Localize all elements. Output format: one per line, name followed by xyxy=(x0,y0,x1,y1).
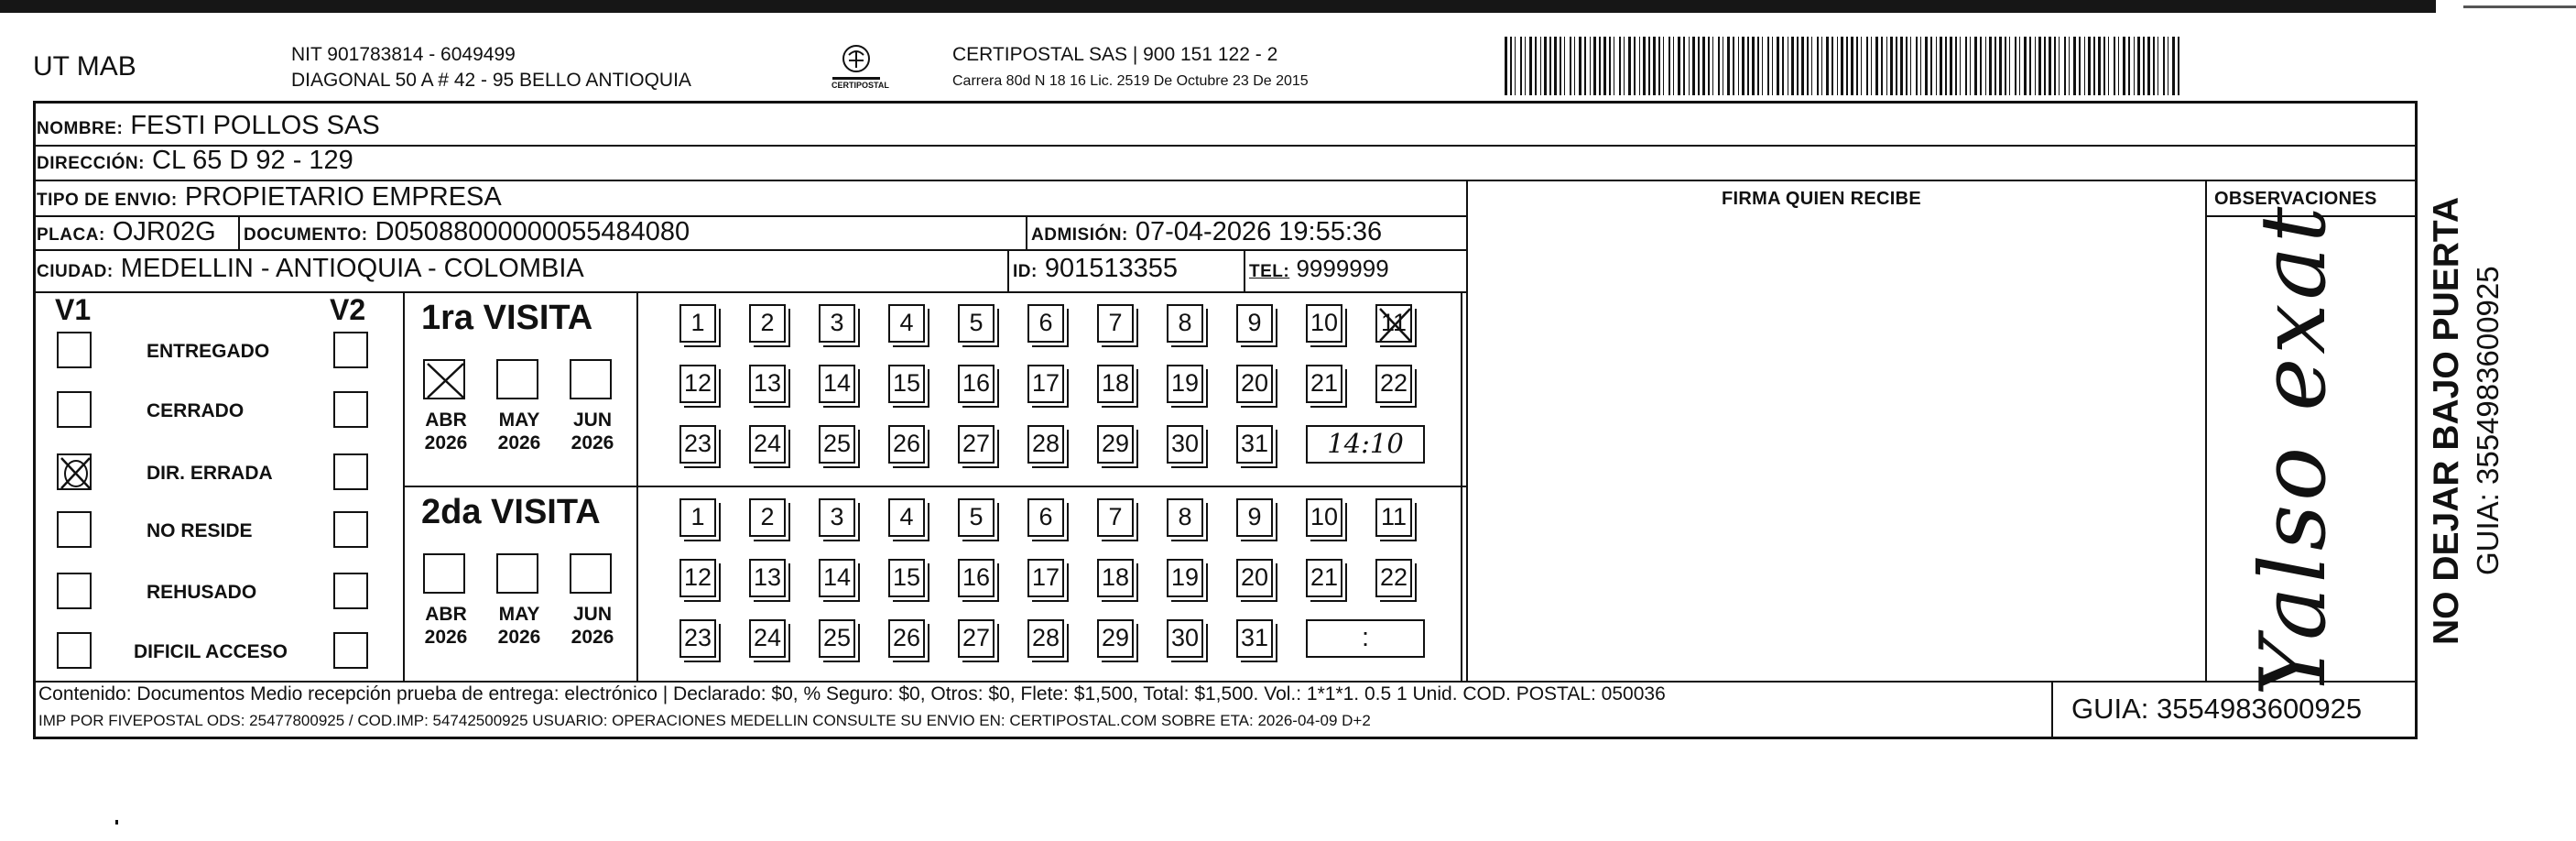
visit-1-day-3[interactable]: 3 xyxy=(819,304,855,343)
tipo-envio-label: TIPO DE ENVIO: xyxy=(37,191,178,210)
visit-1-day-2[interactable]: 2 xyxy=(749,304,786,343)
visit-2-day-2[interactable]: 2 xyxy=(749,498,786,537)
v1-checkbox-4[interactable] xyxy=(57,511,92,548)
speck xyxy=(115,820,118,825)
courier-license: Carrera 80d N 18 16 Lic. 2519 De Octubre 23 De 2015 xyxy=(952,73,1309,89)
visit-1-day-1[interactable]: 1 xyxy=(679,304,716,343)
tel-value: 9999999 xyxy=(1296,255,1389,282)
visit-1-day-9[interactable]: 9 xyxy=(1236,304,1273,343)
visit-1-day-30[interactable]: 30 xyxy=(1167,425,1203,464)
visit-1-day-29[interactable]: 29 xyxy=(1097,425,1134,464)
visit-2-day-5[interactable]: 5 xyxy=(958,498,995,537)
visit-1-month-box-jun[interactable] xyxy=(570,359,612,399)
observacion-handwriting xyxy=(2207,202,2416,696)
visit-1-day-18[interactable]: 18 xyxy=(1097,365,1134,403)
tel-label: TEL: xyxy=(1249,262,1290,281)
nombre-row xyxy=(37,110,380,145)
visit-2-day-31[interactable]: 31 xyxy=(1236,619,1273,658)
visit-1-day-12[interactable]: 12 xyxy=(679,365,716,403)
visit-1-day-17[interactable]: 17 xyxy=(1027,365,1064,403)
visit-1-month-label-abr: ABR 2026 xyxy=(424,410,468,453)
visit-2-day-25[interactable]: 25 xyxy=(819,619,855,658)
ciudad-label: CIUDAD: xyxy=(37,262,114,281)
visit-2-day-30[interactable]: 30 xyxy=(1167,619,1203,658)
admision-label: ADMISIÓN: xyxy=(1031,225,1128,245)
direccion-row xyxy=(37,145,353,180)
visit-1-day-20[interactable]: 20 xyxy=(1236,365,1273,403)
visit-1-day-6[interactable]: 6 xyxy=(1027,304,1064,343)
visit-2-month-label-abr: ABR 2026 xyxy=(424,604,468,648)
visit-2-day-21[interactable]: 21 xyxy=(1306,559,1342,597)
visit-1-day-11[interactable]: 11 xyxy=(1375,304,1412,343)
contenido-line: Contenido: Documentos Medio recepción prueba de entrega: electrónico | Declarado: $0, % Seguro: $0, Otros: $0, Flete: $1,500, Total: $1,500. Vol.: 1*1*1. 0.5 1 Unid. COD. POSTAL: 050036 xyxy=(38,683,1666,704)
courier-name: CERTIPOSTAL SAS | 900 151 122 - 2 xyxy=(952,44,1278,65)
visit-2-day-10[interactable]: 10 xyxy=(1306,498,1342,537)
status-label-4: NO RESIDE xyxy=(147,520,253,541)
visit-1-day-14[interactable]: 14 xyxy=(819,365,855,403)
top-border xyxy=(0,0,2436,13)
visit-1-day-24[interactable]: 24 xyxy=(749,425,786,464)
visit-2-day-18[interactable]: 18 xyxy=(1097,559,1134,597)
v1-header: V1 xyxy=(55,293,92,326)
visit-1-day-7[interactable]: 7 xyxy=(1097,304,1134,343)
side-guia: GUIA: 3554983600925 xyxy=(2471,266,2505,575)
visit-1-time[interactable]: 14:10 xyxy=(1306,425,1425,464)
visit-1-day-23[interactable]: 23 xyxy=(679,425,716,464)
visit-title-1: 1ra VISITA xyxy=(421,299,593,337)
top-border-right xyxy=(2463,5,2576,8)
visit-2-day-28[interactable]: 28 xyxy=(1027,619,1064,658)
ciudad-value: MEDELLIN - ANTIOQUIA - COLOMBIA xyxy=(120,254,584,283)
visit-2-day-1[interactable]: 1 xyxy=(679,498,716,537)
visit-2-month-box-may[interactable] xyxy=(496,553,538,594)
nombre-value: FESTI POLLOS SAS xyxy=(130,111,380,140)
id-label: ID: xyxy=(1013,262,1038,281)
visit-2-day-27[interactable]: 27 xyxy=(958,619,995,658)
direccion-value: CL 65 D 92 - 129 xyxy=(152,146,353,175)
observacion-text: Yalso exat xyxy=(2242,202,2346,696)
visit-2-day-14[interactable]: 14 xyxy=(819,559,855,597)
visit-2-day-13[interactable]: 13 xyxy=(749,559,786,597)
visit-2-day-4[interactable]: 4 xyxy=(888,498,925,537)
documento-value: D05088000000055484080 xyxy=(375,217,690,246)
visit-2-day-17[interactable]: 17 xyxy=(1027,559,1064,597)
visit-2-day-16[interactable]: 16 xyxy=(958,559,995,597)
visit-2-day-26[interactable]: 26 xyxy=(888,619,925,658)
visit-1-day-26[interactable]: 26 xyxy=(888,425,925,464)
tipo-envio-value: PROPIETARIO EMPRESA xyxy=(184,182,502,212)
status-label-2: CERRADO xyxy=(147,400,245,421)
status-label-1: ENTREGADO xyxy=(147,341,270,362)
visit-1-day-4[interactable]: 4 xyxy=(888,304,925,343)
admision-field xyxy=(1031,216,1382,251)
v1-checkbox-6[interactable] xyxy=(57,632,92,669)
visit-1-day-10[interactable]: 10 xyxy=(1306,304,1342,343)
company-nit: NIT 901783814 - 6049499 xyxy=(291,44,516,65)
id-field xyxy=(1013,253,1178,288)
visit-1-day-16[interactable]: 16 xyxy=(958,365,995,403)
visit-1-day-13[interactable]: 13 xyxy=(749,365,786,403)
visit-2-day-11[interactable]: 11 xyxy=(1375,498,1412,537)
v2-checkbox-4[interactable] xyxy=(333,511,368,548)
visit-1-month-box-abr[interactable] xyxy=(423,359,465,399)
id-value: 901513355 xyxy=(1044,254,1179,283)
visit-2-time[interactable]: : xyxy=(1306,619,1425,658)
imp-line: IMP POR FIVEPOSTAL ODS: 25477800925 / COD.IMP: 54742500925 USUARIO: OPERACIONES MEDELLIN CONSULTE SU ENVIO EN: CERTIPOSTAL.COM SOBRE ETA: 2026-04-09 D+2 xyxy=(38,712,1371,729)
tel-field xyxy=(1249,253,1389,288)
visit-title-2: 2da VISITA xyxy=(421,493,601,531)
company-address: DIAGONAL 50 A # 42 - 95 BELLO ANTIOQUIA xyxy=(291,70,691,91)
visit-2-day-12[interactable]: 12 xyxy=(679,559,716,597)
visit-2-month-label-jun: JUN 2026 xyxy=(571,604,614,648)
placa-field xyxy=(37,216,216,251)
visit-2-day-15[interactable]: 15 xyxy=(888,559,925,597)
firma-header: FIRMA QUIEN RECIBE xyxy=(1722,189,1921,209)
tipo-envio-row xyxy=(37,181,502,216)
v1-checkbox-3[interactable] xyxy=(57,453,92,490)
v2-header: V2 xyxy=(330,293,366,326)
visit-1-day-5[interactable]: 5 xyxy=(958,304,995,343)
visit-2-day-6[interactable]: 6 xyxy=(1027,498,1064,537)
visit-2-day-8[interactable]: 8 xyxy=(1167,498,1203,537)
placa-label: PLACA: xyxy=(37,225,105,245)
v1-checkbox-2[interactable] xyxy=(57,391,92,428)
v2-checkbox-2[interactable] xyxy=(333,391,368,428)
direccion-label: DIRECCIÓN: xyxy=(37,154,145,173)
ciudad-field xyxy=(37,253,584,288)
visit-1-day-25[interactable]: 25 xyxy=(819,425,855,464)
visit-1-day-21[interactable]: 21 xyxy=(1306,365,1342,403)
v2-checkbox-1[interactable] xyxy=(333,332,368,368)
visit-2-day-20[interactable]: 20 xyxy=(1236,559,1273,597)
visit-2-day-3[interactable]: 3 xyxy=(819,498,855,537)
visit-1-day-28[interactable]: 28 xyxy=(1027,425,1064,464)
visit-2-day-7[interactable]: 7 xyxy=(1097,498,1134,537)
observaciones-header: OBSERVACIONES xyxy=(2214,189,2377,209)
v1-checkbox-1[interactable] xyxy=(57,332,92,368)
status-label-5: REHUSADO xyxy=(147,582,257,603)
barcode xyxy=(1505,37,2184,95)
visit-1-day-22[interactable]: 22 xyxy=(1375,365,1412,403)
company-name: UT MAB xyxy=(33,51,136,82)
visit-1-month-label-jun: JUN 2026 xyxy=(571,410,614,453)
v2-checkbox-3[interactable] xyxy=(333,453,368,490)
v2-checkbox-6[interactable] xyxy=(333,632,368,669)
visit-1-month-box-may[interactable] xyxy=(496,359,538,399)
visit-2-day-29[interactable]: 29 xyxy=(1097,619,1134,658)
visit-1-day-19[interactable]: 19 xyxy=(1167,365,1203,403)
admision-value: 07-04-2026 19:55:36 xyxy=(1135,217,1383,246)
visit-2-month-box-abr[interactable] xyxy=(423,553,465,594)
visit-2-day-19[interactable]: 19 xyxy=(1167,559,1203,597)
visit-2-day-23[interactable]: 23 xyxy=(679,619,716,658)
visit-1-day-27[interactable]: 27 xyxy=(958,425,995,464)
logo-text: CERTIPOSTAL xyxy=(831,81,889,90)
documento-label: DOCUMENTO: xyxy=(244,225,368,245)
v1-checkbox-5[interactable] xyxy=(57,573,92,609)
side-warning: NO DEJAR BAJO PUERTA xyxy=(2427,196,2466,645)
placa-value: OJR02G xyxy=(112,217,216,246)
status-label-3: DIR. ERRADA xyxy=(147,463,273,484)
status-label-6: DIFICIL ACCESO xyxy=(134,641,288,662)
visit-1-day-15[interactable]: 15 xyxy=(888,365,925,403)
visit-1-month-label-may: MAY 2026 xyxy=(497,410,541,453)
nombre-label: NOMBRE: xyxy=(37,119,124,138)
visit-1-day-31[interactable]: 31 xyxy=(1236,425,1273,464)
visit-2-day-22[interactable]: 22 xyxy=(1375,559,1412,597)
footer-guia: GUIA: 3554983600925 xyxy=(2071,693,2363,725)
v2-checkbox-5[interactable] xyxy=(333,573,368,609)
visit-2-day-24[interactable]: 24 xyxy=(749,619,786,658)
visit-2-month-box-jun[interactable] xyxy=(570,553,612,594)
visit-1-day-8[interactable]: 8 xyxy=(1167,304,1203,343)
documento-field xyxy=(244,216,690,251)
visit-2-day-9[interactable]: 9 xyxy=(1236,498,1273,537)
visit-2-month-label-may: MAY 2026 xyxy=(497,604,541,648)
